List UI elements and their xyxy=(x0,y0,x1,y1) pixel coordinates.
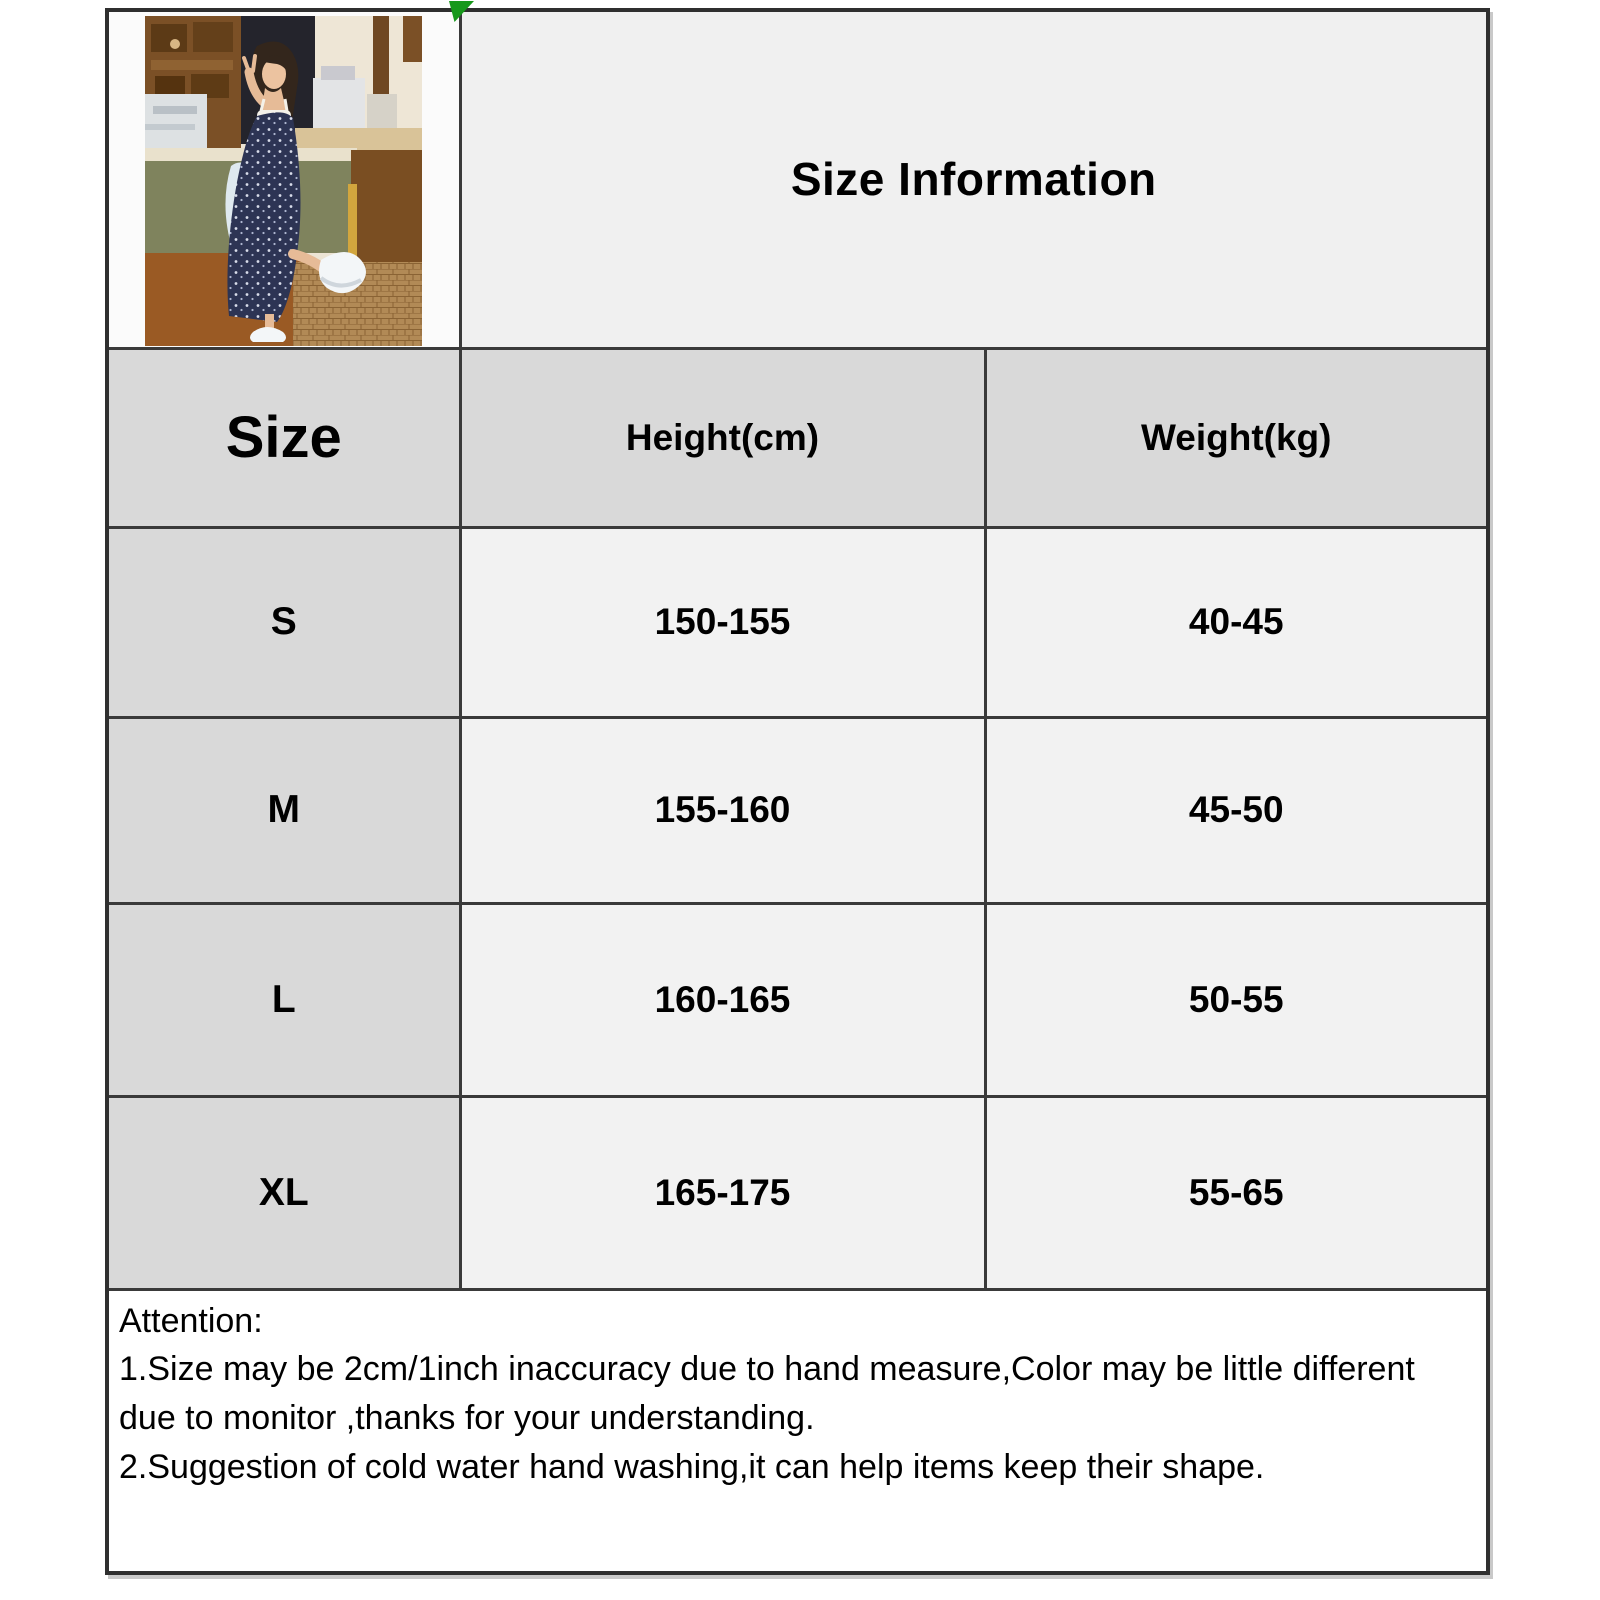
height-value: 150-155 xyxy=(460,527,985,717)
table-header-row xyxy=(107,348,1488,527)
size-label: M xyxy=(107,717,460,903)
table-row-l xyxy=(107,903,1488,1096)
weight-value: 55-65 xyxy=(985,1096,1488,1289)
height-value: 155-160 xyxy=(460,717,985,903)
column-header-weight: Weight(kg) xyxy=(985,348,1488,527)
size-information-title-cell xyxy=(460,10,1488,348)
column-header-size: Size xyxy=(107,348,460,527)
attention-note: 1.Size may be 2cm/1inch inaccuracy due to hand measure,Color may be little different due to monitor ,thanks for your understanding. xyxy=(119,1350,1415,1438)
attention-note: 2.Suggestion of cold water hand washing,it can help items keep their shape. xyxy=(119,1448,1265,1487)
height-value: 165-175 xyxy=(460,1096,985,1289)
column-header-height: Height(cm) xyxy=(460,348,985,527)
size-label: S xyxy=(107,527,460,717)
table-row-s xyxy=(107,527,1488,717)
product-photo xyxy=(145,16,422,346)
size-chart-table xyxy=(105,8,1490,1575)
size-label: XL xyxy=(107,1096,460,1289)
top-row xyxy=(107,10,1488,348)
size-label: L xyxy=(107,903,460,1096)
attention-section xyxy=(107,1289,1488,1573)
product-photo-cell xyxy=(107,10,460,348)
weight-value: 50-55 xyxy=(985,903,1488,1096)
attention-row xyxy=(107,1289,1488,1573)
table-row-xl xyxy=(107,1096,1488,1289)
weight-value: 40-45 xyxy=(985,527,1488,717)
height-value: 160-165 xyxy=(460,903,985,1096)
attention-heading: Attention: xyxy=(119,1301,263,1340)
weight-value: 45-50 xyxy=(985,717,1488,903)
page-title: Size Information xyxy=(790,153,1157,206)
table-row-m xyxy=(107,717,1488,903)
